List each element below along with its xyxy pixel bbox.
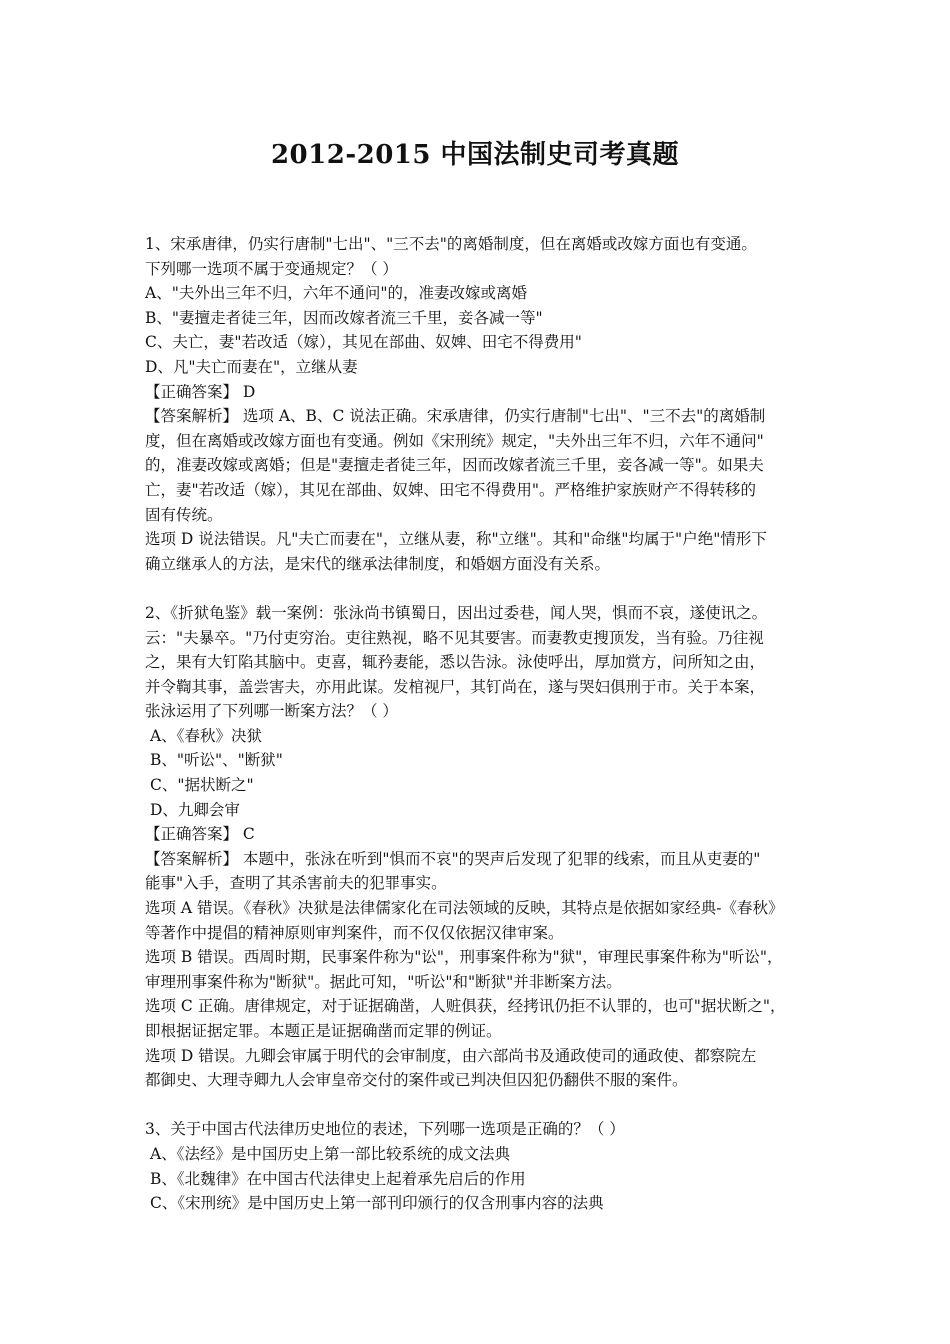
analysis-line: 【答案解析】 本题中，张泳在听到"惧而不哀"的哭声后发现了犯罪的线索，而且从吏妻的" <box>145 849 761 868</box>
option-d: D、凡"夫亡而妻在"，立继从妻 <box>145 357 358 376</box>
option-a: A、"夫外出三年不归，六年不通问"的，准妻改嫁或离婚 <box>145 284 527 303</box>
analysis-line: 选项 C 正确。唐律规定，对于证据确凿，人赃俱获，经拷讯仍拒不认罪的，也可"据状断之"， <box>145 997 786 1016</box>
question-stem-line: 下列哪一选项不属于变通规定？（ ） <box>145 259 398 278</box>
option-c: C、"据状断之" <box>150 776 254 795</box>
question-stem-line: 3、关于中国古代法律历史地位的表述，下列哪一选项是正确的？（ ） <box>145 1120 625 1139</box>
question-stem-line: 1、宋承唐律，仍实行唐制"七出"、"三不去"的离婚制度，但在离婚或改嫁方面也有变通。 <box>145 235 757 253</box>
analysis-line: 选项 A 错误。《春秋》决狱是法律儒家化在司法领域的反映，其特点是依据如家经典-《春秋》 <box>145 899 784 918</box>
question-stem-line: 之，果有大钉陷其脑中。吏喜，辄矜妻能，悉以告泳。泳使呼出，厚加赏方，问所知之由， <box>145 653 766 672</box>
correct-answer: 【正确答案】 D <box>145 382 256 401</box>
question-stem-line: 并令鞫其事，盖尝害夫，亦用此谋。发棺视尸，其钉尚在，遂与哭妇俱刑于市。关于本案， <box>145 677 766 696</box>
document-body <box>145 232 810 1216</box>
question-1 <box>145 232 810 576</box>
paragraph-spacer <box>145 1093 810 1118</box>
analysis-line: 选项 D 错误。九卿会审属于明代的会审制度，由六部尚书及通政使司的通政使、都察院左 <box>145 1046 757 1065</box>
page-title: 2012-2015 中国法制史司考真题 <box>270 140 680 170</box>
analysis-line: 【答案解析】 选项 A、B、C 说法正确。宋承唐律，仍实行唐制"七出"、"三不去"的离婚制 <box>145 407 766 426</box>
analysis-line: 都御史、大理寺卿九人会审皇帝交付的案件或已判决但囚犯仍翻供不服的案件。 <box>145 1071 688 1090</box>
analysis-line: 能事"入手，查明了其杀害前夫的犯罪事实。 <box>145 874 447 893</box>
analysis-line: 的，准妻改嫁或离婚；但是"妻擅走者徒三年，因而改嫁者流三千里，妾各减一等"。如果夫 <box>145 456 764 475</box>
analysis-line: 选项 B 错误。西周时期，民事案件称为"讼"，刑事案件称为"狱"，审理民事案件称为"听讼"， <box>145 948 783 967</box>
question-stem-line: 2、《折狱龟鉴》载一案例：张泳尚书镇蜀日，因出过委巷，闻人哭，惧而不哀，遂使讯之。 <box>145 603 768 622</box>
option-a: A、《春秋》决狱 <box>150 726 262 745</box>
option-a: A、《法经》是中国历史上第一部比较系统的成文法典 <box>150 1144 510 1163</box>
option-b: B、"听讼"、"断狱" <box>150 751 283 770</box>
paragraph-spacer <box>145 576 810 601</box>
question-stem-line: 张泳运用了下列哪一断案方法？（ ） <box>145 702 398 721</box>
correct-answer: 【正确答案】 C <box>145 825 255 844</box>
analysis-line: 确立继承人的方法，是宋代的继承法律制度，和婚姻方面没有关系。 <box>145 554 611 573</box>
option-b: B、《北魏律》在中国古代法律史上起着承先启后的作用 <box>150 1169 526 1188</box>
analysis-line: 选项 D 说法错误。凡"夫亡而妻在"，立继从妻，称"立继"。其和"命继"均属于"户绝"情形下 <box>145 530 767 549</box>
question-3 <box>145 1117 810 1215</box>
analysis-line: 固有传统。 <box>145 505 223 524</box>
analysis-line: 度，但在离婚或改嫁方面也有变通。例如《宋刑统》规定，"夫外出三年不归，六年不通问" <box>145 431 764 450</box>
option-b: B、"妻擅走者徒三年，因而改嫁者流三千里，妾各减一等" <box>145 308 543 327</box>
option-d: D、九卿会审 <box>150 800 240 819</box>
analysis-line: 等著作中提倡的精神原则审判案件，而不仅仅依据汉律审案。 <box>145 923 564 942</box>
analysis-line: 审理刑事案件称为"断狱"。据此可知，"听讼"和"断狱"并非断案方法。 <box>145 972 622 991</box>
option-c: C、夫亡，妻"若改适（嫁），其见在部曲、奴婢、田宅不得费用" <box>145 333 582 352</box>
option-c: C、《宋刑统》是中国历史上第一部刊印颁行的仅含刑事内容的法典 <box>150 1194 604 1213</box>
analysis-line: 亡，妻"若改适（嫁），其见在部曲、奴婢、田宅不得费用"。严格维护家族财产不得转移的 <box>145 480 757 499</box>
question-stem-line: 云："夫暴卒。"乃付吏穷治。吏往熟视，略不见其要害。而妻教吏搜顶发，当有验。乃往视 <box>145 628 764 647</box>
question-2 <box>145 601 810 1093</box>
analysis-line: 即根据证据定罪。本题正是证据确凿而定罪的例证。 <box>145 1022 502 1040</box>
